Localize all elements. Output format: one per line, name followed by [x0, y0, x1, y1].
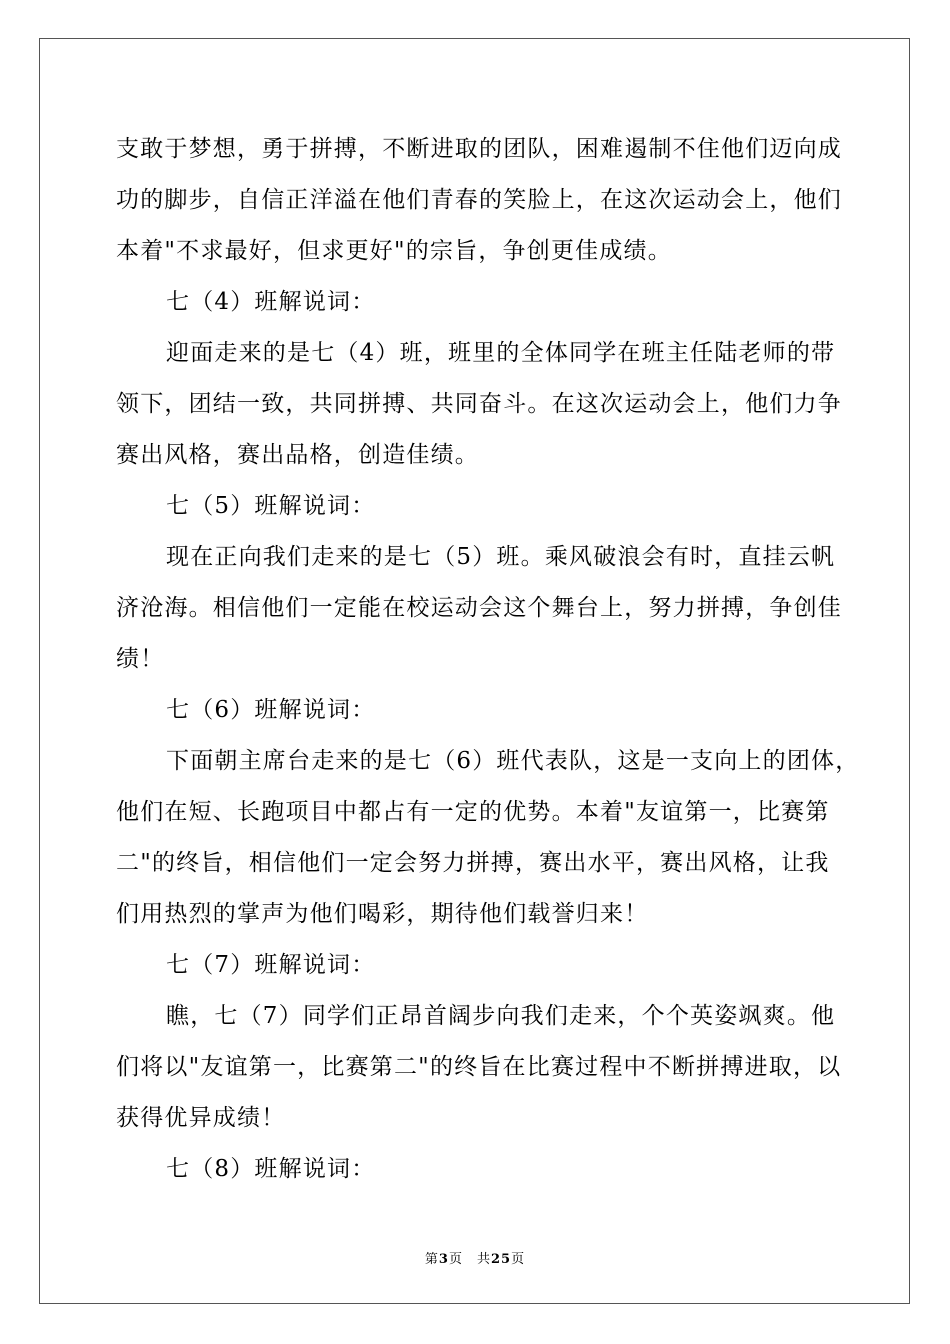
footer-middle: 页 共: [448, 1252, 491, 1267]
text-line: 获得优异成绩！: [116, 1105, 286, 1131]
text-line: 们用热烈的掌声为他们喝彩，期待他们载誉归来！: [116, 901, 649, 927]
text-line: 支敢于梦想，勇于拼搏，不断进取的团队，困难遏制不住他们迈向成: [116, 136, 842, 162]
page-footer: [0, 1248, 950, 1267]
text-line: 功的脚步，自信正洋溢在他们青春的笑脸上，在这次运动会上，他们: [116, 187, 842, 213]
text-line: 赛出风格，赛出品格，创造佳绩。: [116, 442, 479, 468]
text-line: 瞧，七（7）同学们正昂首阔步向我们走来，个个英姿飒爽。他: [166, 1003, 836, 1029]
footer-prefix: 第: [424, 1252, 439, 1267]
document-body: [116, 124, 860, 1195]
text-line: 本着"不求最好，但求更好"的宗旨，争创更佳成绩。: [116, 238, 672, 264]
text-line: 绩！: [116, 646, 165, 672]
text-line: 七（5）班解说词：: [166, 493, 376, 519]
text-line: 现在正向我们走来的是七（5）班。乘风破浪会有时，直挂云帆: [166, 544, 836, 570]
text-line: 七（8）班解说词：: [166, 1156, 376, 1182]
text-line: 他们在短、长跑项目中都占有一定的优势。本着"友谊第一，比赛第: [116, 799, 830, 825]
text-line: 七（6）班解说词：: [166, 697, 376, 723]
text-line: 领下，团结一致，共同拼搏、共同奋斗。在这次运动会上，他们力争: [116, 391, 842, 417]
text-line: 迎面走来的是七（4）班，班里的全体同学在班主任陆老师的带: [166, 340, 836, 366]
text-line: 下面朝主席台走来的是七（6）班代表队，这是一支向上的团体，: [166, 748, 860, 774]
footer-suffix: 页: [511, 1252, 526, 1267]
text-line: 们将以"友谊第一，比赛第二"的终旨在比赛过程中不断拼搏进取，以: [116, 1054, 842, 1080]
text-line: 七（4）班解说词：: [166, 289, 376, 315]
text-line: 济沧海。相信他们一定能在校运动会这个舞台上，努力拼搏，争创佳: [116, 595, 842, 621]
footer-page-number: 3: [438, 1252, 449, 1267]
text-line: 七（7）班解说词：: [166, 952, 376, 978]
text-line: 二"的终旨，相信他们一定会努力拼搏，赛出水平，赛出风格，让我: [116, 850, 830, 876]
footer-total-pages: 25: [490, 1252, 512, 1267]
